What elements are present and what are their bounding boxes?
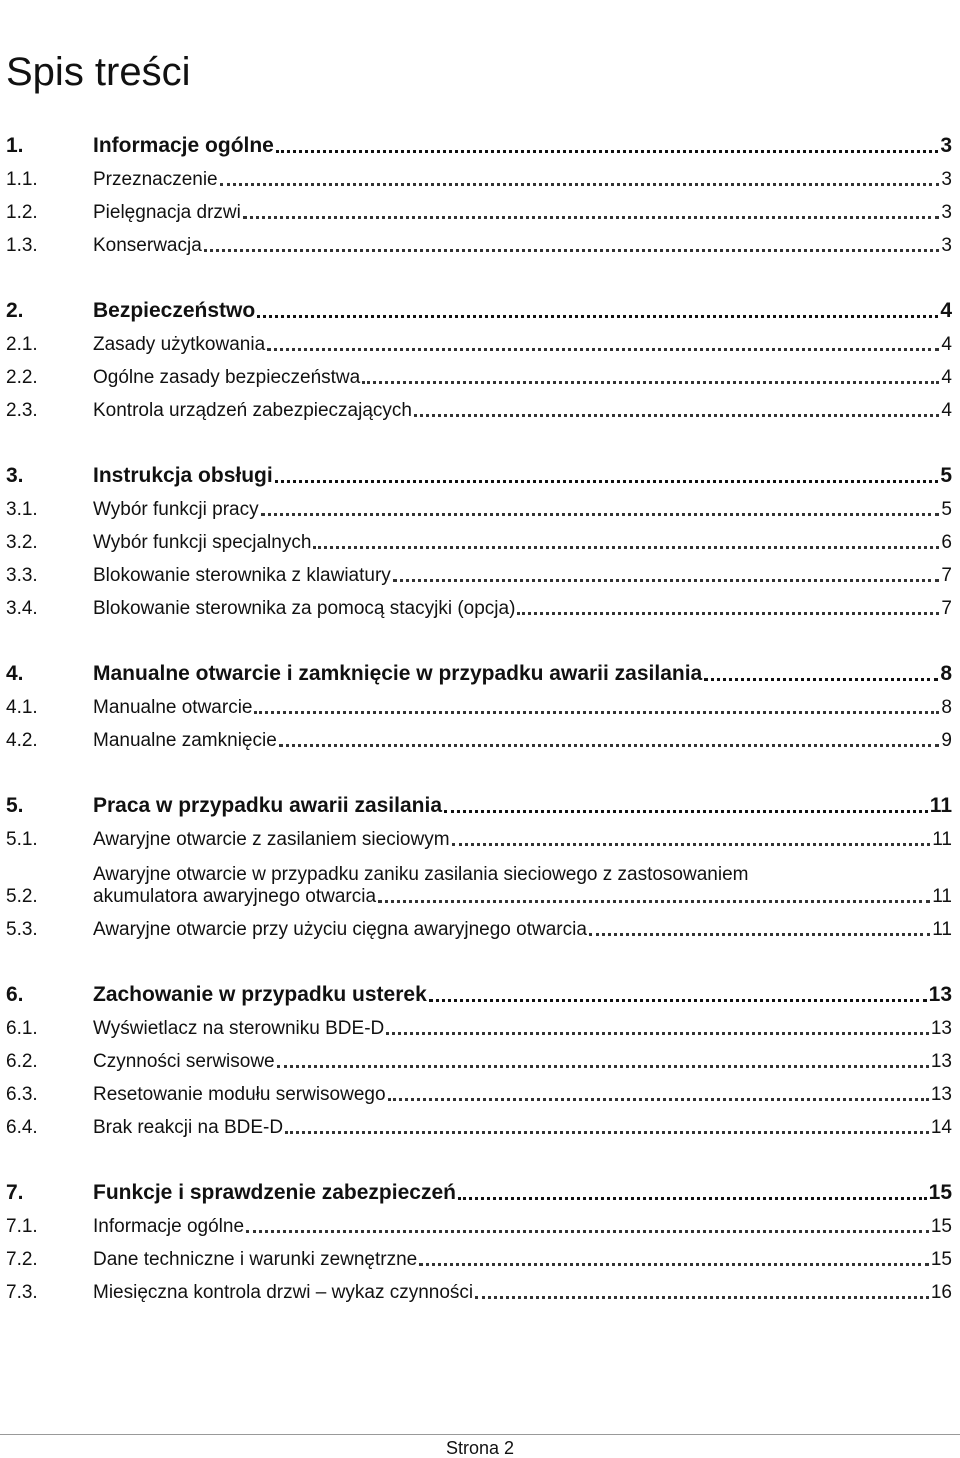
toc-dot-leader [279, 744, 940, 747]
toc-entry-body [93, 1282, 952, 1304]
footer-divider [0, 1434, 960, 1435]
toc-entry-label: Kontrola urządzeń zabezpieczających [93, 400, 412, 421]
toc-dot-leader [419, 1263, 929, 1266]
toc-section [6, 1171, 952, 1304]
toc-entry-number: 4. [6, 662, 24, 685]
toc-entry-label: Miesięczna kontrola drzwi – wykaz czynności [93, 1282, 474, 1303]
toc-entry-body [93, 662, 952, 686]
toc-entry-number: 3.3. [6, 565, 38, 586]
toc-entry-page: 4 [941, 400, 952, 421]
toc-entry-sub[interactable] [6, 587, 952, 620]
toc-dot-leader [246, 1230, 929, 1233]
toc-entry-body [93, 400, 952, 422]
toc-entry-page: 16 [930, 1282, 952, 1303]
toc-entry-continuation [93, 886, 952, 908]
toc-entry-label: Blokowanie sterownika za pomocą stacyjki (opcja) [93, 598, 516, 619]
toc-entry-number: 4.1. [6, 697, 38, 718]
toc-entry-number: 1.3. [6, 235, 38, 256]
toc-entry-page: 8 [940, 662, 952, 685]
toc-entry-body [93, 499, 952, 521]
toc-entry-body [93, 829, 952, 851]
toc-section [6, 454, 952, 620]
toc-entry-page: 11 [932, 919, 952, 940]
toc-dot-leader [362, 381, 939, 384]
toc-entry-sub[interactable] [6, 1271, 952, 1304]
toc-dot-leader [589, 933, 930, 936]
toc-entry-label: Konserwacja [93, 235, 202, 256]
toc-entry-main[interactable] [6, 784, 952, 818]
toc-entry-page: 14 [930, 1117, 952, 1138]
toc-entry-number: 1. [6, 134, 24, 157]
toc-dot-leader [378, 900, 930, 903]
toc-dot-leader [444, 810, 928, 813]
toc-section [6, 289, 952, 422]
toc-entry-body [93, 1249, 952, 1271]
toc-entry-body [93, 598, 952, 620]
toc-dot-leader [414, 414, 939, 417]
toc-entry-label: Pielęgnacja drzwi [93, 202, 241, 223]
toc-entry-number: 5.2. [6, 886, 38, 907]
toc-entry-number: 6.2. [6, 1051, 38, 1072]
toc-entry-main[interactable] [6, 454, 952, 488]
toc-dot-leader [452, 843, 931, 846]
toc-entry-page: 15 [930, 1216, 952, 1237]
toc-entry-label: Przeznaczenie [93, 169, 218, 190]
toc-entry-body [93, 202, 952, 224]
toc-entry-page: 13 [930, 1084, 952, 1105]
toc-entry-number: 1.1. [6, 169, 38, 190]
toc-entry-label: Wyświetlacz na sterowniku BDE-D [93, 1018, 385, 1039]
toc-dot-leader [275, 480, 939, 483]
toc-entry-body [93, 169, 952, 191]
toc-entry-sub[interactable] [6, 488, 952, 521]
toc-entry-body [93, 134, 952, 158]
toc-entry-page: 3 [941, 169, 952, 190]
toc-entry-label: Awaryjne otwarcie przy użyciu cięgna awaryjnego otwarcia [93, 919, 587, 940]
toc-entry-sub[interactable] [6, 908, 952, 941]
toc-entry-number: 2.3. [6, 400, 38, 421]
toc-entry-body [93, 864, 952, 908]
toc-dot-leader [429, 999, 927, 1002]
toc-entry-body [93, 794, 952, 818]
toc-entry-page: 5 [940, 464, 952, 487]
toc-dot-leader [285, 1131, 929, 1134]
toc-dot-leader [267, 348, 939, 351]
toc-entry-number: 1.2. [6, 202, 38, 223]
toc-entry-label: Awaryjne otwarcie w przypadku zaniku zasilania sieciowego z zastosowaniem [93, 864, 749, 885]
toc-entry-sub[interactable] [6, 1106, 952, 1139]
toc-entry-sub[interactable] [6, 158, 952, 191]
toc-entry-label: Dane techniczne i warunki zewnętrzne [93, 1249, 418, 1270]
toc-entry-page: 9 [941, 730, 952, 751]
table-of-contents [6, 124, 952, 1336]
toc-entry-label: Zasady użytkowania [93, 334, 266, 355]
toc-entry-body [93, 299, 952, 323]
toc-entry-sub[interactable] [6, 818, 952, 851]
toc-entry-body [93, 697, 952, 719]
toc-entry-body [93, 1084, 952, 1106]
toc-entry-sub[interactable] [6, 686, 952, 719]
toc-entry-label: Instrukcja obsługi [93, 464, 273, 487]
toc-entry-number: 5.3. [6, 919, 38, 940]
toc-entry-page: 3 [940, 134, 952, 157]
toc-entry-number: 4.2. [6, 730, 38, 751]
page-title: Spis treści [6, 50, 191, 94]
toc-section [6, 124, 952, 257]
toc-entry-label: Czynności serwisowe [93, 1051, 275, 1072]
toc-entry-page: 13 [930, 1051, 952, 1072]
toc-entry-label: Blokowanie sterownika z klawiatury [93, 565, 391, 586]
toc-entry-body [93, 1181, 952, 1205]
toc-entry-number: 3.1. [6, 499, 38, 520]
toc-entry-number: 6.3. [6, 1084, 38, 1105]
toc-entry-label: Wybór funkcji specjalnych [93, 532, 312, 553]
toc-dot-leader [220, 183, 940, 186]
toc-entry-sub[interactable] [6, 323, 952, 356]
toc-entry-number: 7. [6, 1181, 24, 1204]
toc-dot-leader [475, 1296, 929, 1299]
toc-entry-body [93, 1051, 952, 1073]
toc-entry-label: Manualne otwarcie [93, 697, 253, 718]
toc-entry-page: 5 [941, 499, 952, 520]
toc-section [6, 973, 952, 1139]
toc-entry-number: 2.2. [6, 367, 38, 388]
toc-entry-label-continued: akumulatora awaryjnego otwarcia [93, 886, 377, 907]
toc-entry-number: 3. [6, 464, 24, 487]
toc-entry-sub[interactable] [6, 389, 952, 422]
toc-section [6, 652, 952, 752]
toc-entry-page: 8 [941, 697, 952, 718]
toc-entry-number: 3.2. [6, 532, 38, 553]
page-footer: Strona 2 [445, 1438, 515, 1458]
toc-entry-number: 7.1. [6, 1216, 38, 1237]
toc-entry-label: Informacje ogólne [93, 1216, 245, 1237]
toc-entry-label: Manualne zamknięcie [93, 730, 277, 751]
toc-entry-number: 6. [6, 983, 24, 1006]
toc-dot-leader [277, 1065, 929, 1068]
toc-entry-page: 6 [941, 532, 952, 553]
toc-entry-label: Praca w przypadku awarii zasilania [93, 794, 442, 817]
toc-entry-sub[interactable] [6, 1007, 952, 1040]
toc-entry-sub[interactable] [6, 851, 952, 908]
toc-entry-number: 7.2. [6, 1249, 38, 1270]
toc-entry-page: 3 [941, 202, 952, 223]
toc-dot-leader [393, 579, 940, 582]
toc-entry-sub[interactable] [6, 1205, 952, 1238]
toc-entry-page: 7 [941, 598, 952, 619]
toc-entry-number: 6.1. [6, 1018, 38, 1039]
toc-entry-sub[interactable] [6, 1238, 952, 1271]
toc-entry-page: 4 [941, 367, 952, 388]
toc-entry-sub[interactable] [6, 521, 952, 554]
toc-entry-body [93, 565, 952, 587]
toc-dot-leader [254, 711, 939, 714]
toc-entry-body [93, 367, 952, 389]
toc-entry-body [93, 1018, 952, 1040]
toc-dot-leader [276, 150, 938, 153]
toc-entry-label: Funkcje i sprawdzenie zabezpieczeń [93, 1181, 456, 1204]
toc-entry-sub[interactable] [6, 191, 952, 224]
toc-dot-leader [243, 216, 940, 219]
toc-entry-label: Resetowanie modułu serwisowego [93, 1084, 386, 1105]
toc-entry-label: Manualne otwarcie i zamknięcie w przypadku awarii zasilania [93, 662, 703, 685]
toc-entry-page: 11 [932, 829, 952, 850]
toc-dot-leader [458, 1197, 927, 1200]
toc-entry-body [93, 1216, 952, 1238]
toc-entry-label: Ogólne zasady bezpieczeństwa [93, 367, 361, 388]
toc-entry-label: Bezpieczeństwo [93, 299, 256, 322]
toc-entry-page: 11 [932, 886, 952, 907]
toc-entry-sub[interactable] [6, 1073, 952, 1106]
toc-entry-main[interactable] [6, 124, 952, 158]
toc-entry-label: Informacje ogólne [93, 134, 274, 157]
toc-entry-sub[interactable] [6, 554, 952, 587]
toc-entry-sub[interactable] [6, 224, 952, 257]
toc-entry-main[interactable] [6, 973, 952, 1007]
toc-dot-leader [313, 546, 939, 549]
toc-entry-label: Wybór funkcji pracy [93, 499, 259, 520]
toc-section [6, 784, 952, 941]
toc-entry-page: 7 [941, 565, 952, 586]
toc-entry-number: 2. [6, 299, 24, 322]
toc-dot-leader [388, 1098, 929, 1101]
toc-entry-main[interactable] [6, 289, 952, 323]
toc-entry-label: Awaryjne otwarcie z zasilaniem sieciowym [93, 829, 450, 850]
toc-entry-number: 6.4. [6, 1117, 38, 1138]
toc-entry-label: Brak reakcji na BDE-D [93, 1117, 284, 1138]
toc-entry-page: 15 [928, 1181, 952, 1204]
toc-dot-leader [204, 249, 940, 252]
toc-entry-number: 3.4. [6, 598, 38, 619]
toc-entry-sub[interactable] [6, 1040, 952, 1073]
toc-entry-body [93, 334, 952, 356]
toc-entry-label: Zachowanie w przypadku usterek [93, 983, 427, 1006]
toc-entry-body [93, 919, 952, 941]
toc-entry-number: 5.1. [6, 829, 38, 850]
toc-entry-page: 13 [928, 983, 952, 1006]
toc-entry-body [93, 235, 952, 257]
toc-dot-leader [386, 1032, 929, 1035]
toc-entry-page: 4 [941, 334, 952, 355]
toc-entry-main[interactable] [6, 652, 952, 686]
toc-dot-leader [704, 678, 938, 681]
toc-dot-leader [517, 612, 939, 615]
toc-entry-body [93, 464, 952, 488]
toc-entry-page: 15 [930, 1249, 952, 1270]
toc-entry-number: 2.1. [6, 334, 38, 355]
toc-entry-sub[interactable] [6, 356, 952, 389]
toc-entry-body [93, 1117, 952, 1139]
toc-entry-number: 7.3. [6, 1282, 38, 1303]
toc-entry-main[interactable] [6, 1171, 952, 1205]
toc-entry-page: 13 [930, 1018, 952, 1039]
toc-entry-page: 4 [940, 299, 952, 322]
toc-entry-page: 11 [929, 794, 952, 817]
toc-entry-page: 3 [941, 235, 952, 256]
toc-entry-body [93, 730, 952, 752]
toc-entry-body [93, 532, 952, 554]
toc-dot-leader [261, 513, 940, 516]
toc-entry-number: 5. [6, 794, 24, 817]
toc-dot-leader [257, 315, 938, 318]
toc-entry-body [93, 983, 952, 1007]
toc-entry-sub[interactable] [6, 719, 952, 752]
